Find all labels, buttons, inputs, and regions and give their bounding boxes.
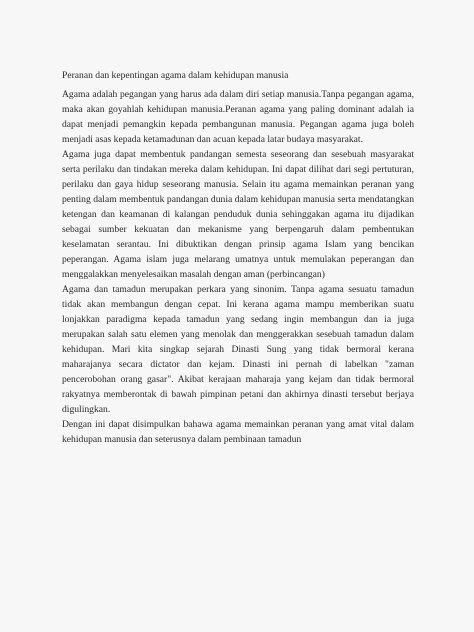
document-title: Peranan dan kepentingan agama dalam kehidupan manusia — [62, 70, 289, 81]
paragraph-pandangan-semesta: Agama juga dapat membentuk pandangan semesta seseorang dan sesebuah masyarakat serta perilaku dan tindakan mereka dalam kehidupan. Ini dapat dilihat dari segi pertuturan, perilaku dan gaya hidup seseorang manusia. Selain itu agama memainkan peranan yang penting dalam membentuk pandangan dunia dalam kehidupan manusia serta mendatangkan ketengan dan keamanan di kalangan penduduk dunia sehinggakan agama itu dijadikan sebagai sumber kekuatan dan mekanisme yang berpengaruh dalam pembentukan keselamatan serantau. Ini dibuktikan dengan prinsip agama Islam yang bencikan peperangan. Agama islam juga melarang umatnya untuk memulakan peperangan dan menggalakkan menyelesaikan masalah dengan aman (perbincangan) — [62, 149, 414, 280]
paragraph-kesimpulan: Dengan ini dapat disimpulkan bahawa agama memainkan peranan yang amat vital dalam kehidupan manusia dan seterusnya dalam pembinaan tamadun — [62, 419, 414, 445]
paragraph-agama-tamadun: Agama dan tamadun merupakan perkara yang sinonim. Tanpa agama sesuatu tamadun tidak akan membangun dengan cepat. Ini kerana agama mampu memberikan suatu lonjakkan paradigma kepada tamadun yang sedang ingin membangun dan ia juga merupakan salah satu elemen yang menolak dan menggerakkan sesebuah tamadun dalam kehidupan. Mari kita singkap sejarah Dinasti Sung yang tidak bermoral kerana maharajanya secara dictator dan kejam. Dinasti ini pernah di labelkan "zaman pencerobohan orang gasar". Akibat kerajaan maharaja yang kejam dan tidak bermoral rakyatnya memberontak di bawah pimpinan petani dan akhirnya dinasti tersebut berjaya digulingkan. — [62, 284, 414, 415]
document-body — [62, 68, 414, 447]
paragraph-agama-pegangan: Agama adalah pegangan yang harus ada dalam diri setiap manusia.Tanpa pegangan agama, maka akan goyahlah kehidupan manusia.Peranan agama yang paling dominant adalah ia dapat menjadi pemangkin kepada pembangunan manusia. Pegangan agama juga boleh menjadi asas kepada ketamadunan dan acuan kepada latar budaya masyarakat. — [62, 89, 414, 145]
